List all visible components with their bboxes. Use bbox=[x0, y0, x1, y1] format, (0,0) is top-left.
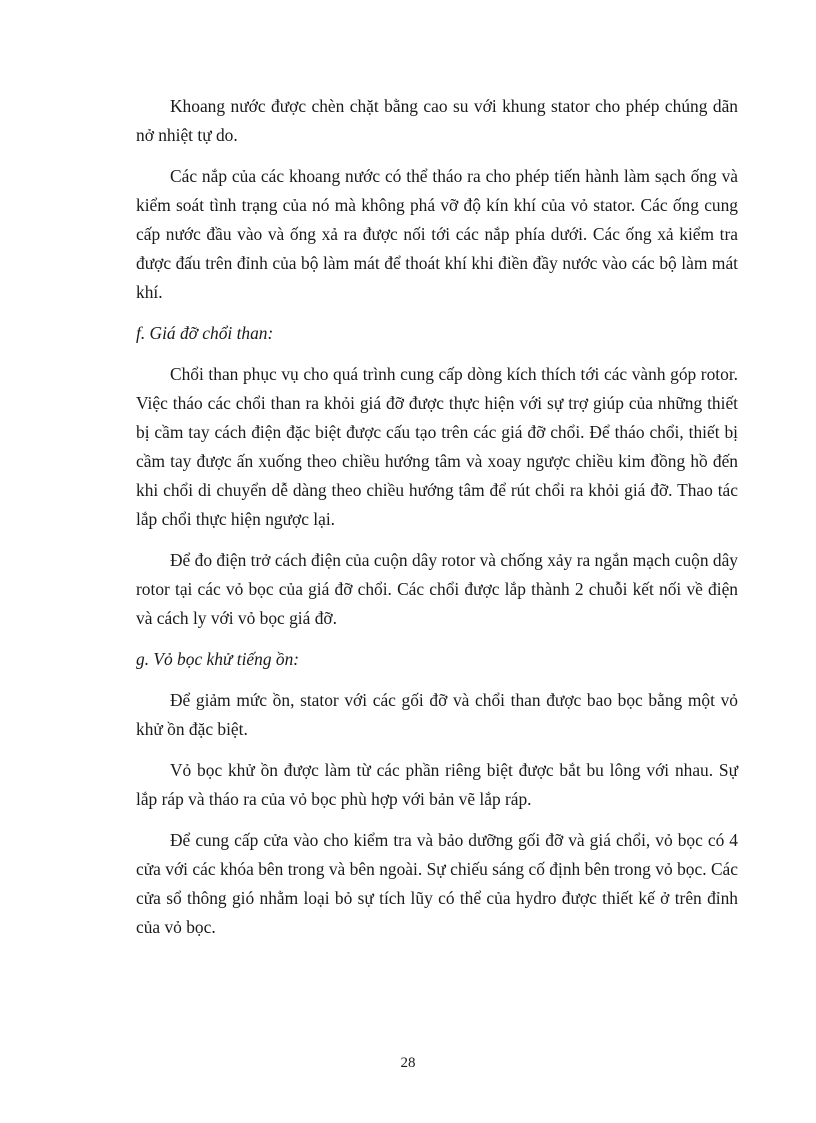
section-heading: f. Giá đỡ chổi than: bbox=[136, 323, 274, 343]
page-content bbox=[136, 92, 738, 954]
section-heading: g. Vỏ bọc khử tiếng ồn: bbox=[136, 649, 300, 669]
paragraph: Các nắp của các khoang nước có thể tháo ra cho phép tiến hành làm sạch ống và kiểm soát tình trạng của nó mà không phá vỡ độ kín khí của vỏ stator. Các ống cung cấp nước đầu vào và ống xả ra được nối tới các nắp phía dưới. Các ống xả kiểm tra được đấu trên đỉnh của bộ làm mát để thoát khí khi điền đầy nước vào các bộ làm mát khí. bbox=[136, 166, 738, 302]
paragraph: Khoang nước được chèn chặt bằng cao su với khung stator cho phép chúng dãn nở nhiệt tự do. bbox=[136, 96, 738, 145]
page-number: 28 bbox=[400, 1055, 416, 1071]
paragraph: Để giảm mức ồn, stator với các gối đỡ và chổi than được bao bọc bằng một vỏ khử ồn đặc biệt. bbox=[136, 690, 738, 739]
paragraph: Vỏ bọc khử ồn được làm từ các phần riêng biệt được bắt bu lông với nhau. Sự lắp ráp và tháo ra của vỏ bọc phù hợp với bản vẽ lắp ráp. bbox=[136, 760, 738, 809]
paragraph: Để đo điện trở cách điện của cuộn dây rotor và chống xảy ra ngắn mạch cuộn dây rotor tại các vỏ bọc của giá đỡ chổi. Các chổi được lắp thành 2 chuỗi kết nối về điện và cách ly với vỏ bọc giá đỡ. bbox=[136, 550, 738, 628]
paragraph: Chổi than phục vụ cho quá trình cung cấp dòng kích thích tới các vành góp rotor. Việc tháo các chổi than ra khỏi giá đỡ được thực hiện với sự trợ giúp của những thiết bị cầm tay cách điện đặc biệt được cấu tạo trên các giá đỡ chổi. Để tháo chổi, thiết bị cầm tay được ấn xuống theo chiều hướng tâm và xoay ngược chiều kim đồng hồ đến khi chổi di chuyển dễ dàng theo chiều hướng tâm để rút chổi ra khỏi giá đỡ. Thao tác lắp chổi thực hiện ngược lại. bbox=[136, 364, 738, 529]
paragraph: Để cung cấp cửa vào cho kiểm tra và bảo dưỡng gối đỡ và giá chổi, vỏ bọc có 4 cửa với các khóa bên trong và bên ngoài. Sự chiếu sáng cố định bên trong vỏ bọc. Các cửa sổ thông gió nhằm loại bỏ sự tích lũy có thể của hydro được thiết kế ở trên đỉnh của vỏ bọc. bbox=[136, 830, 738, 937]
